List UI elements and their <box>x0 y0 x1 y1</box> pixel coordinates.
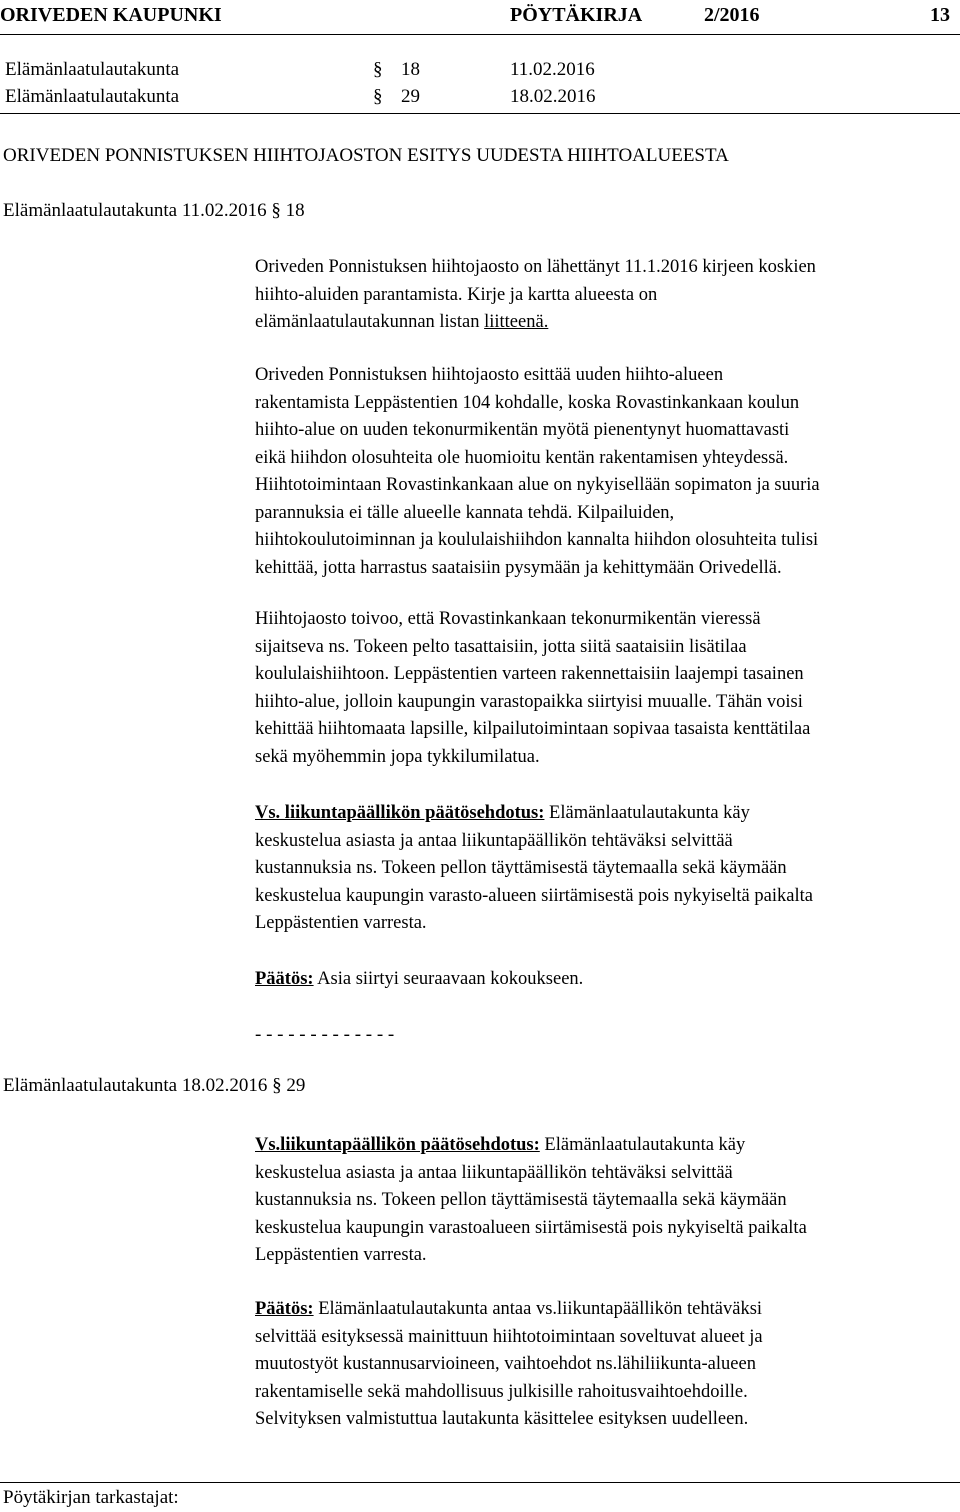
paragraph-line: parannuksia ei tälle alueelle kannata tehdä. Kilpailuiden, <box>255 502 675 523</box>
header-rule <box>0 34 960 35</box>
org-name: ORIVEDEN KAUPUNKI <box>0 4 222 26</box>
meeting-section-1: 18 <box>401 59 420 80</box>
meeting-date-2: 18.02.2016 <box>510 86 596 107</box>
paragraph-line: Hiihtojaosto toivoo, että Rovastinkankaan tekonurmikentän vieressä <box>255 609 761 629</box>
section-symbol-1: § <box>373 59 383 80</box>
intro-paragraph <box>255 254 960 337</box>
meeting-body-1: Elämänlaatulautakunta <box>5 59 180 80</box>
proposal-line: keskustelua kaupungin varastoalueen siirtämisestä pois nykyiseltä paikalta <box>255 1217 807 1238</box>
proposal-label: Vs. liikuntapäällikön päätösehdotus: <box>255 803 545 823</box>
proposal-2 <box>255 1132 960 1270</box>
agenda-title: ORIVEDEN PONNISTUKSEN HIIHTOJAOSTON ESITYS UUDESTA HIIHTOALUEESTA <box>3 145 729 166</box>
body-paragraph-1 <box>255 362 960 582</box>
proposal-label: Vs.liikuntapäällikön päätösehdotus: <box>255 1135 540 1155</box>
proposal-text: Elämänlaatulautakunta käy <box>539 1135 746 1155</box>
proposal-text: Elämänlaatulautakunta käy <box>544 803 750 823</box>
meeting-section-2: 29 <box>401 86 420 107</box>
paragraph-line: Hiihtotoimintaan Rovastinkankaan alue on nykyisellään sopimaton ja suuria <box>255 475 820 495</box>
section-symbol-2: § <box>373 86 383 107</box>
proposal-line: kustannuksia ns. Tokeen pellon täyttämisestä täytemaalla sekä käymään <box>255 858 787 878</box>
proposal-line: kustannuksia ns. Tokeen pellon täyttämisestä täytemaalla sekä käymään <box>255 1190 787 1210</box>
decision-1 <box>255 966 960 994</box>
paragraph-line: koululaishiihtoon. Leppästentien varteen rakennettaisiin laajempi tasainen <box>255 664 804 684</box>
doc-type: PÖYTÄKIRJA <box>510 4 643 26</box>
decision-text: Asia siirtyi seuraavaan kokoukseen. <box>313 969 584 989</box>
paragraph-line: sijaitseva ns. Tokeen pelto tasattaisiin, jotta siitä saataisiin lisätilaa <box>255 636 747 657</box>
proposal-line <box>255 800 960 828</box>
paragraph-line: eikä hiihdon olosuhteita ole huomioitu kentän rakentamisen yhteydessä. <box>255 447 789 468</box>
paragraph-line: hiihto-alue, jolloin kaupungin varastopaikka siirtyisi muualle. Tähän voisi <box>255 691 803 712</box>
paragraph-line: hiihtokoulutoiminnan ja koululaishiihdon kannalta hiihdon olosuhteita tulisi <box>255 530 819 550</box>
proposal-line <box>255 1132 960 1160</box>
meeting-rule <box>0 113 960 114</box>
section-separator: - - - - - - - - - - - - - <box>255 1024 395 1045</box>
meeting-date-1: 11.02.2016 <box>510 59 595 80</box>
paragraph-line: kehittää hiihtomaata lapsille, kilpailutoimintaan sopivaa tasaista kenttätilaa <box>255 719 811 739</box>
section1-heading: Elämänlaatulautakunta 11.02.2016 § 18 <box>3 200 305 221</box>
decision-text: Elämänlaatulautakunta antaa vs.liikuntapäällikön tehtäväksi <box>313 1299 763 1319</box>
decision-line: muutostyöt kustannusarvioineen, vaihtoehdot ns.lähiliikunta-alueen <box>255 1354 756 1374</box>
paragraph-line: hiihto-alue on uuden tekonurmikentän myötä pienentynyt huomattavasti <box>255 420 790 440</box>
proposal-line: keskustelua kaupungin varasto-alueen siirtämisestä pois nykyiseltä paikalta <box>255 885 813 906</box>
checkers-label: Pöytäkirjan tarkastajat: <box>3 1487 179 1508</box>
page-number: 13 <box>930 4 950 26</box>
decision-line: rakentamiselle sekä mahdollisuus julkisille rahoitusvaihtoehdoille. <box>255 1381 748 1402</box>
proposal-line: Leppästentien varresta. <box>255 1245 427 1265</box>
paragraph-line: sekä myöhemmin jopa tykkilumilatua. <box>255 746 540 767</box>
intro-line <box>255 309 960 337</box>
proposal-line: Leppästentien varresta. <box>255 913 427 933</box>
meeting-body-2: Elämänlaatulautakunta <box>5 86 180 107</box>
footer-rule <box>0 1482 960 1483</box>
decision-line <box>255 1296 960 1324</box>
paragraph-line: kehittää, jotta harrastus saataisiin pysymään ja kehittymään Orivedellä. <box>255 557 782 578</box>
decision-line: Selvityksen valmistuttua lautakunta käsittelee esityksen uudelleen. <box>255 1409 749 1429</box>
intro-text: elämänlaatulautakunnan listan <box>255 312 485 332</box>
decision-2 <box>255 1296 960 1434</box>
intro-line: hiihto-aluiden parantamista. Kirje ja kartta alueesta on <box>255 284 658 305</box>
doc-number: 2/2016 <box>704 4 760 26</box>
intro-line: Oriveden Ponnistuksen hiihtojaosto on lähettänyt 11.1.2016 kirjeen koskien <box>255 257 816 277</box>
proposal-line: keskustelua asiasta ja antaa liikuntapäällikön tehtäväksi selvittää <box>255 830 733 851</box>
attachment-link[interactable]: liitteenä. <box>484 312 549 332</box>
paragraph-line: Oriveden Ponnistuksen hiihtojaosto esittää uuden hiihto-alueen <box>255 365 724 385</box>
decision-line <box>255 966 960 994</box>
paragraph-line: rakentamista Leppästentien 104 kohdalle, koska Rovastinkankaan koulun <box>255 392 800 413</box>
body-paragraph-2 <box>255 606 960 771</box>
decision-label: Päätös: <box>255 1299 314 1319</box>
decision-label: Päätös: <box>255 969 314 989</box>
section2-heading: Elämänlaatulautakunta 18.02.2016 § 29 <box>3 1075 306 1096</box>
proposal-line: keskustelua asiasta ja antaa liikuntapäällikön tehtäväksi selvittää <box>255 1162 733 1183</box>
proposal-1 <box>255 800 960 938</box>
decision-line: selvittää esityksessä mainittuun hiihtotoimintaan soveltuvat alueet ja <box>255 1326 763 1347</box>
